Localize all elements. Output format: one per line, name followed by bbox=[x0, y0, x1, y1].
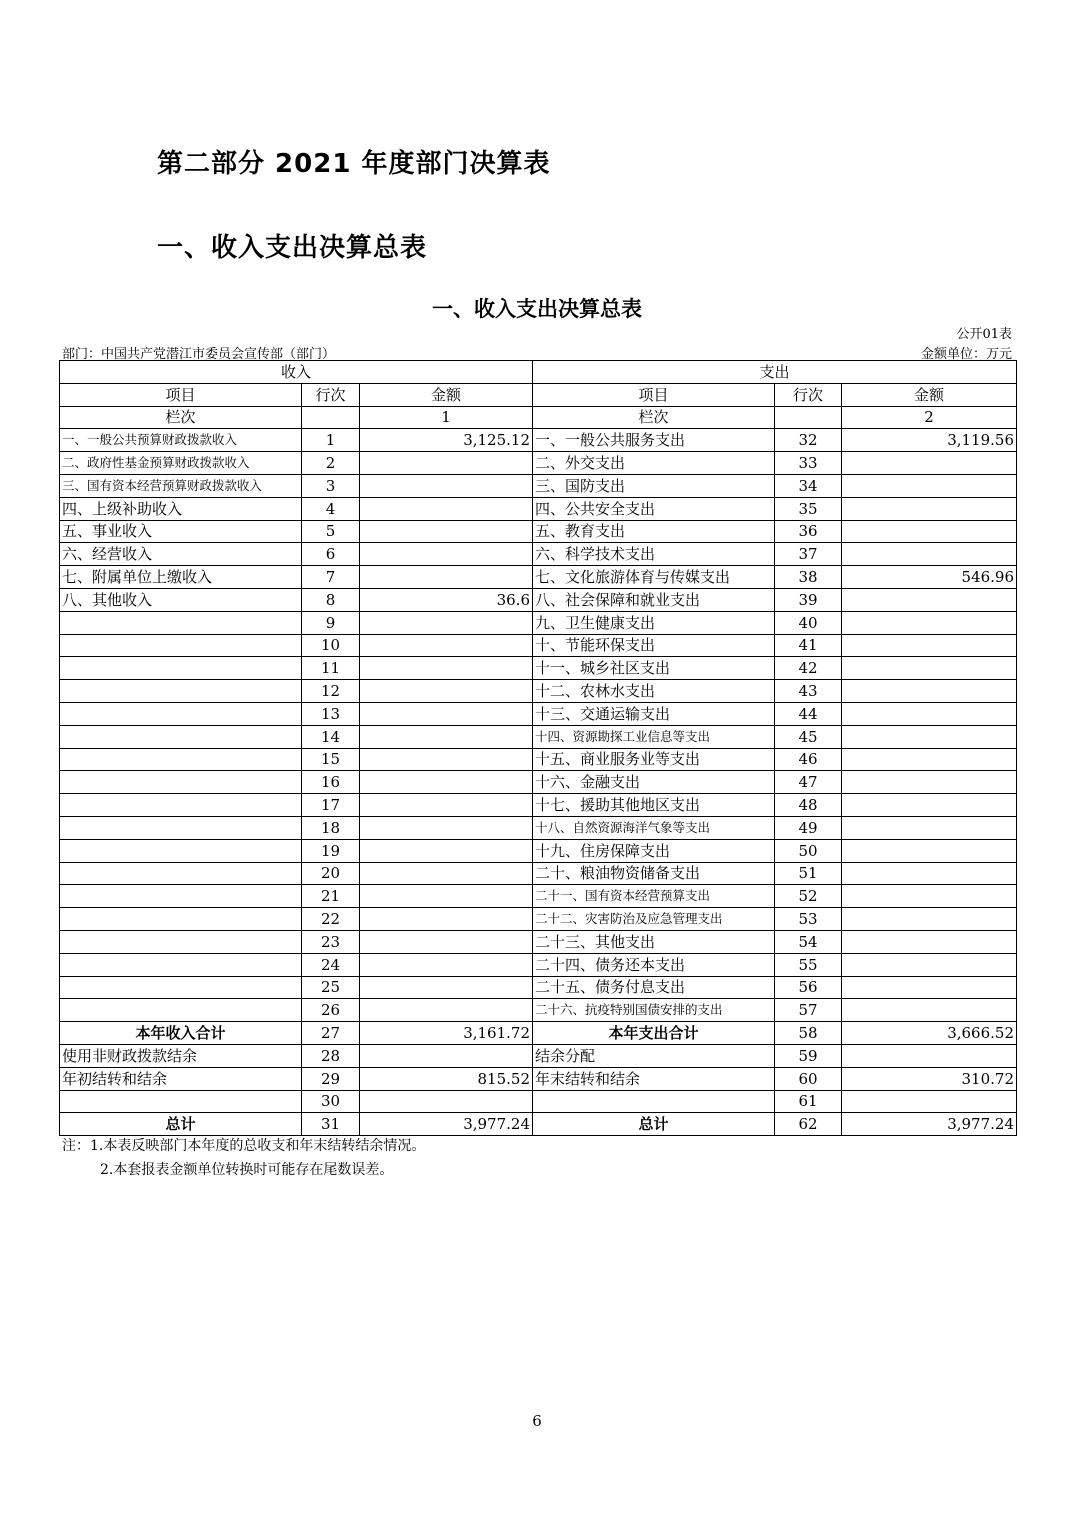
income-expense-total-row bbox=[60, 1022, 1017, 1045]
expense-total-no: 58 bbox=[775, 1022, 842, 1045]
expense-item: 二十二、灾害防治及应急管理支出 bbox=[533, 908, 775, 931]
income-item bbox=[60, 1090, 302, 1113]
expense-line-no: 53 bbox=[775, 908, 842, 931]
table-row bbox=[60, 1044, 1017, 1067]
income-amount-header: 金额 bbox=[360, 383, 533, 406]
income-amount bbox=[360, 748, 533, 771]
income-line-no: 15 bbox=[302, 748, 360, 771]
income-line-no: 3 bbox=[302, 474, 360, 497]
expense-amount: 310.72 bbox=[842, 1067, 1017, 1090]
expense-item: 十七、援助其他地区支出 bbox=[533, 794, 775, 817]
expense-amount bbox=[842, 725, 1017, 748]
expense-line-no: 34 bbox=[775, 474, 842, 497]
table-row bbox=[60, 611, 1017, 634]
table-row bbox=[60, 1090, 1017, 1113]
income-item bbox=[60, 657, 302, 680]
expense-item: 七、文化旅游体育与传媒支出 bbox=[533, 566, 775, 589]
expense-item: 结余分配 bbox=[533, 1044, 775, 1067]
expense-amount bbox=[842, 702, 1017, 725]
income-line-no: 18 bbox=[302, 816, 360, 839]
income-item: 二、政府性基金预算财政拨款收入 bbox=[60, 452, 302, 475]
income-amount bbox=[360, 908, 533, 931]
table-row bbox=[60, 885, 1017, 908]
income-item bbox=[60, 953, 302, 976]
income-item bbox=[60, 930, 302, 953]
expense-amount bbox=[842, 634, 1017, 657]
income-amount bbox=[360, 816, 533, 839]
expense-item: 年末结转和结余 bbox=[533, 1067, 775, 1090]
note-1: 注：1.本表反映部门本年度的总收支和年末结转结余情况。 bbox=[62, 1138, 426, 1154]
expense-item: 一、一般公共服务支出 bbox=[533, 429, 775, 452]
income-item bbox=[60, 885, 302, 908]
expense-line-no: 43 bbox=[775, 680, 842, 703]
income-item: 年初结转和结余 bbox=[60, 1067, 302, 1090]
income-amount bbox=[360, 862, 533, 885]
expense-amount: 3,119.56 bbox=[842, 429, 1017, 452]
income-item bbox=[60, 611, 302, 634]
expense-item: 十八、自然资源海洋气象等支出 bbox=[533, 816, 775, 839]
expense-amount bbox=[842, 976, 1017, 999]
expense-item: 二十三、其他支出 bbox=[533, 930, 775, 953]
expense-amount bbox=[842, 680, 1017, 703]
income-item bbox=[60, 725, 302, 748]
table-row bbox=[60, 474, 1017, 497]
expense-item: 二、外交支出 bbox=[533, 452, 775, 475]
table-row bbox=[60, 429, 1017, 452]
expense-line-no: 59 bbox=[775, 1044, 842, 1067]
expense-line-no: 45 bbox=[775, 725, 842, 748]
income-line-no: 11 bbox=[302, 657, 360, 680]
income-item bbox=[60, 839, 302, 862]
table-row bbox=[60, 999, 1017, 1022]
income-amount bbox=[360, 930, 533, 953]
budget-summary-table bbox=[59, 360, 1017, 1136]
income-line-no: 24 bbox=[302, 953, 360, 976]
table-title: 一、收入支出决算总表 bbox=[432, 297, 642, 321]
expense-item: 十六、金融支出 bbox=[533, 771, 775, 794]
table-row bbox=[60, 634, 1017, 657]
expense-line-no: 52 bbox=[775, 885, 842, 908]
empty-cell bbox=[775, 406, 842, 429]
expense-amount bbox=[842, 520, 1017, 543]
income-line-no: 5 bbox=[302, 520, 360, 543]
income-amount bbox=[360, 953, 533, 976]
income-line-no: 21 bbox=[302, 885, 360, 908]
income-item bbox=[60, 999, 302, 1022]
income-item bbox=[60, 748, 302, 771]
table-row bbox=[60, 908, 1017, 931]
expense-line-no: 51 bbox=[775, 862, 842, 885]
income-line-no: 2 bbox=[302, 452, 360, 475]
income-amount bbox=[360, 885, 533, 908]
expense-line-no: 38 bbox=[775, 566, 842, 589]
expense-line-no: 48 bbox=[775, 794, 842, 817]
expense-item: 四、公共安全支出 bbox=[533, 497, 775, 520]
income-item bbox=[60, 771, 302, 794]
expense-line-no: 41 bbox=[775, 634, 842, 657]
table-row bbox=[60, 657, 1017, 680]
expense-amount bbox=[842, 862, 1017, 885]
expense-line-no: 47 bbox=[775, 771, 842, 794]
expense-amount bbox=[842, 771, 1017, 794]
expense-amount bbox=[842, 930, 1017, 953]
income-amount: 36.6 bbox=[360, 588, 533, 611]
income-amount bbox=[360, 1044, 533, 1067]
expense-amount bbox=[842, 794, 1017, 817]
expense-total-amount: 3,666.52 bbox=[842, 1022, 1017, 1045]
income-line-no: 6 bbox=[302, 543, 360, 566]
income-item bbox=[60, 862, 302, 885]
expense-item: 十二、农林水支出 bbox=[533, 680, 775, 703]
income-item: 一、一般公共预算财政拨款收入 bbox=[60, 429, 302, 452]
income-item bbox=[60, 816, 302, 839]
income-amount bbox=[360, 999, 533, 1022]
income-amount bbox=[360, 611, 533, 634]
income-amount bbox=[360, 1090, 533, 1113]
income-amount bbox=[360, 680, 533, 703]
income-amount bbox=[360, 543, 533, 566]
income-line-no: 17 bbox=[302, 794, 360, 817]
income-line-no: 9 bbox=[302, 611, 360, 634]
expense-line-no: 49 bbox=[775, 816, 842, 839]
expense-line-no: 46 bbox=[775, 748, 842, 771]
expense-item: 十、节能环保支出 bbox=[533, 634, 775, 657]
income-amount bbox=[360, 634, 533, 657]
income-amount bbox=[360, 657, 533, 680]
page-number: 6 bbox=[532, 1412, 542, 1430]
expense-item: 十九、住房保障支出 bbox=[533, 839, 775, 862]
header-row-columns bbox=[60, 383, 1017, 406]
income-column-index: 1 bbox=[360, 406, 533, 429]
table-row bbox=[60, 702, 1017, 725]
income-grand-total-no: 31 bbox=[302, 1113, 360, 1136]
income-line-no: 14 bbox=[302, 725, 360, 748]
expense-item: 六、科学技术支出 bbox=[533, 543, 775, 566]
table-row bbox=[60, 953, 1017, 976]
expense-grand-total-no: 62 bbox=[775, 1113, 842, 1136]
table-row bbox=[60, 452, 1017, 475]
table-row bbox=[60, 1067, 1017, 1090]
expense-amount bbox=[842, 497, 1017, 520]
expense-amount bbox=[842, 953, 1017, 976]
expense-line-no: 39 bbox=[775, 588, 842, 611]
expense-header: 支出 bbox=[533, 361, 1017, 384]
income-item-header: 项目 bbox=[60, 383, 302, 406]
income-column-label: 栏次 bbox=[60, 406, 302, 429]
income-amount bbox=[360, 725, 533, 748]
income-amount bbox=[360, 497, 533, 520]
expense-item: 十五、商业服务业等支出 bbox=[533, 748, 775, 771]
expense-item: 十三、交通运输支出 bbox=[533, 702, 775, 725]
expense-item: 二十四、债务还本支出 bbox=[533, 953, 775, 976]
income-item: 四、上级补助收入 bbox=[60, 497, 302, 520]
expense-amount bbox=[842, 908, 1017, 931]
income-line-no: 28 bbox=[302, 1044, 360, 1067]
empty-cell bbox=[302, 406, 360, 429]
table-row bbox=[60, 839, 1017, 862]
income-item: 七、附属单位上缴收入 bbox=[60, 566, 302, 589]
income-item bbox=[60, 634, 302, 657]
table-row bbox=[60, 725, 1017, 748]
grand-total-row bbox=[60, 1113, 1017, 1136]
table-row bbox=[60, 816, 1017, 839]
expense-item: 十一、城乡社区支出 bbox=[533, 657, 775, 680]
expense-amount bbox=[842, 657, 1017, 680]
expense-amount bbox=[842, 839, 1017, 862]
table-row bbox=[60, 771, 1017, 794]
expense-item-header: 项目 bbox=[533, 383, 775, 406]
expense-line-no: 60 bbox=[775, 1067, 842, 1090]
income-item bbox=[60, 976, 302, 999]
income-line-no: 30 bbox=[302, 1090, 360, 1113]
notes bbox=[62, 1134, 425, 1182]
expense-grand-total-label: 总计 bbox=[533, 1113, 775, 1136]
table-row bbox=[60, 566, 1017, 589]
income-item: 六、经营收入 bbox=[60, 543, 302, 566]
income-line-no: 23 bbox=[302, 930, 360, 953]
expense-amount bbox=[842, 588, 1017, 611]
expense-line-no: 37 bbox=[775, 543, 842, 566]
expense-line-no: 33 bbox=[775, 452, 842, 475]
expense-line-no: 56 bbox=[775, 976, 842, 999]
expense-line-no: 50 bbox=[775, 839, 842, 862]
expense-item: 二十六、抗疫特别国债安排的支出 bbox=[533, 999, 775, 1022]
expense-grand-total-amount: 3,977.24 bbox=[842, 1113, 1017, 1136]
income-line-no: 12 bbox=[302, 680, 360, 703]
expense-item: 二十、粮油物资储备支出 bbox=[533, 862, 775, 885]
expense-line-no: 54 bbox=[775, 930, 842, 953]
table-row bbox=[60, 976, 1017, 999]
expense-line-no: 55 bbox=[775, 953, 842, 976]
income-line-no: 13 bbox=[302, 702, 360, 725]
expense-column-label: 栏次 bbox=[533, 406, 775, 429]
expense-item: 十四、资源勘探工业信息等支出 bbox=[533, 725, 775, 748]
income-amount: 3,125.12 bbox=[360, 429, 533, 452]
table-row bbox=[60, 497, 1017, 520]
income-amount: 815.52 bbox=[360, 1067, 533, 1090]
income-line-header: 行次 bbox=[302, 383, 360, 406]
expense-amount bbox=[842, 999, 1017, 1022]
income-total-label: 本年收入合计 bbox=[60, 1022, 302, 1045]
income-amount bbox=[360, 794, 533, 817]
expense-line-no: 36 bbox=[775, 520, 842, 543]
expense-amount bbox=[842, 885, 1017, 908]
expense-amount bbox=[842, 452, 1017, 475]
income-total-amount: 3,161.72 bbox=[360, 1022, 533, 1045]
expense-line-no: 42 bbox=[775, 657, 842, 680]
income-line-no: 29 bbox=[302, 1067, 360, 1090]
income-line-no: 7 bbox=[302, 566, 360, 589]
expense-total-label: 本年支出合计 bbox=[533, 1022, 775, 1045]
expense-line-no: 57 bbox=[775, 999, 842, 1022]
department-label: 部门：中国共产党潜江市委员会宣传部（部门） bbox=[62, 347, 336, 362]
income-amount bbox=[360, 976, 533, 999]
expense-amount: 546.96 bbox=[842, 566, 1017, 589]
expense-item: 八、社会保障和就业支出 bbox=[533, 588, 775, 611]
header-row-sections bbox=[60, 361, 1017, 384]
income-item: 五、事业收入 bbox=[60, 520, 302, 543]
income-line-no: 25 bbox=[302, 976, 360, 999]
income-line-no: 19 bbox=[302, 839, 360, 862]
expense-line-no: 32 bbox=[775, 429, 842, 452]
income-line-no: 20 bbox=[302, 862, 360, 885]
expense-amount bbox=[842, 1090, 1017, 1113]
expense-amount bbox=[842, 474, 1017, 497]
income-line-no: 22 bbox=[302, 908, 360, 931]
table-row bbox=[60, 543, 1017, 566]
income-line-no: 26 bbox=[302, 999, 360, 1022]
income-amount bbox=[360, 566, 533, 589]
income-amount bbox=[360, 702, 533, 725]
table-row bbox=[60, 930, 1017, 953]
income-item bbox=[60, 908, 302, 931]
expense-line-no: 61 bbox=[775, 1090, 842, 1113]
table-row bbox=[60, 680, 1017, 703]
income-amount bbox=[360, 839, 533, 862]
section-heading: 一、收入支出决算总表 bbox=[157, 233, 428, 263]
expense-line-no: 40 bbox=[775, 611, 842, 634]
income-line-no: 16 bbox=[302, 771, 360, 794]
table-row bbox=[60, 794, 1017, 817]
income-header: 收入 bbox=[60, 361, 533, 384]
expense-item: 三、国防支出 bbox=[533, 474, 775, 497]
table-row bbox=[60, 748, 1017, 771]
form-code: 公开01表 bbox=[956, 327, 1012, 342]
income-line-no: 10 bbox=[302, 634, 360, 657]
expense-amount bbox=[842, 543, 1017, 566]
header-row-column-index bbox=[60, 406, 1017, 429]
table-row bbox=[60, 520, 1017, 543]
unit-label: 金额单位：万元 bbox=[920, 347, 1012, 362]
expense-line-header: 行次 bbox=[775, 383, 842, 406]
expense-amount bbox=[842, 611, 1017, 634]
income-item: 使用非财政拨款结余 bbox=[60, 1044, 302, 1067]
table-row bbox=[60, 588, 1017, 611]
expense-item: 九、卫生健康支出 bbox=[533, 611, 775, 634]
expense-column-index: 2 bbox=[842, 406, 1017, 429]
expense-amount bbox=[842, 748, 1017, 771]
income-grand-total-label: 总计 bbox=[60, 1113, 302, 1136]
table-row bbox=[60, 862, 1017, 885]
expense-amount bbox=[842, 1044, 1017, 1067]
expense-line-no: 44 bbox=[775, 702, 842, 725]
expense-item: 二十一、国有资本经营预算支出 bbox=[533, 885, 775, 908]
income-item bbox=[60, 702, 302, 725]
income-line-no: 4 bbox=[302, 497, 360, 520]
expense-line-no: 35 bbox=[775, 497, 842, 520]
expense-item: 二十五、债务付息支出 bbox=[533, 976, 775, 999]
income-item: 三、国有资本经营预算财政拨款收入 bbox=[60, 474, 302, 497]
income-item: 八、其他收入 bbox=[60, 588, 302, 611]
expense-item: 五、教育支出 bbox=[533, 520, 775, 543]
note-2: 2.本套报表金额单位转换时可能存在尾数误差。 bbox=[100, 1162, 394, 1178]
expense-item bbox=[533, 1090, 775, 1113]
income-grand-total-amount: 3,977.24 bbox=[360, 1113, 533, 1136]
income-amount bbox=[360, 520, 533, 543]
part-heading: 第二部分 2021 年度部门决算表 bbox=[157, 149, 551, 179]
income-item bbox=[60, 680, 302, 703]
income-line-no: 1 bbox=[302, 429, 360, 452]
income-item bbox=[60, 794, 302, 817]
income-line-no: 8 bbox=[302, 588, 360, 611]
income-amount bbox=[360, 474, 533, 497]
income-total-no: 27 bbox=[302, 1022, 360, 1045]
expense-amount bbox=[842, 816, 1017, 839]
income-amount bbox=[360, 452, 533, 475]
income-amount bbox=[360, 771, 533, 794]
expense-amount-header: 金额 bbox=[842, 383, 1017, 406]
